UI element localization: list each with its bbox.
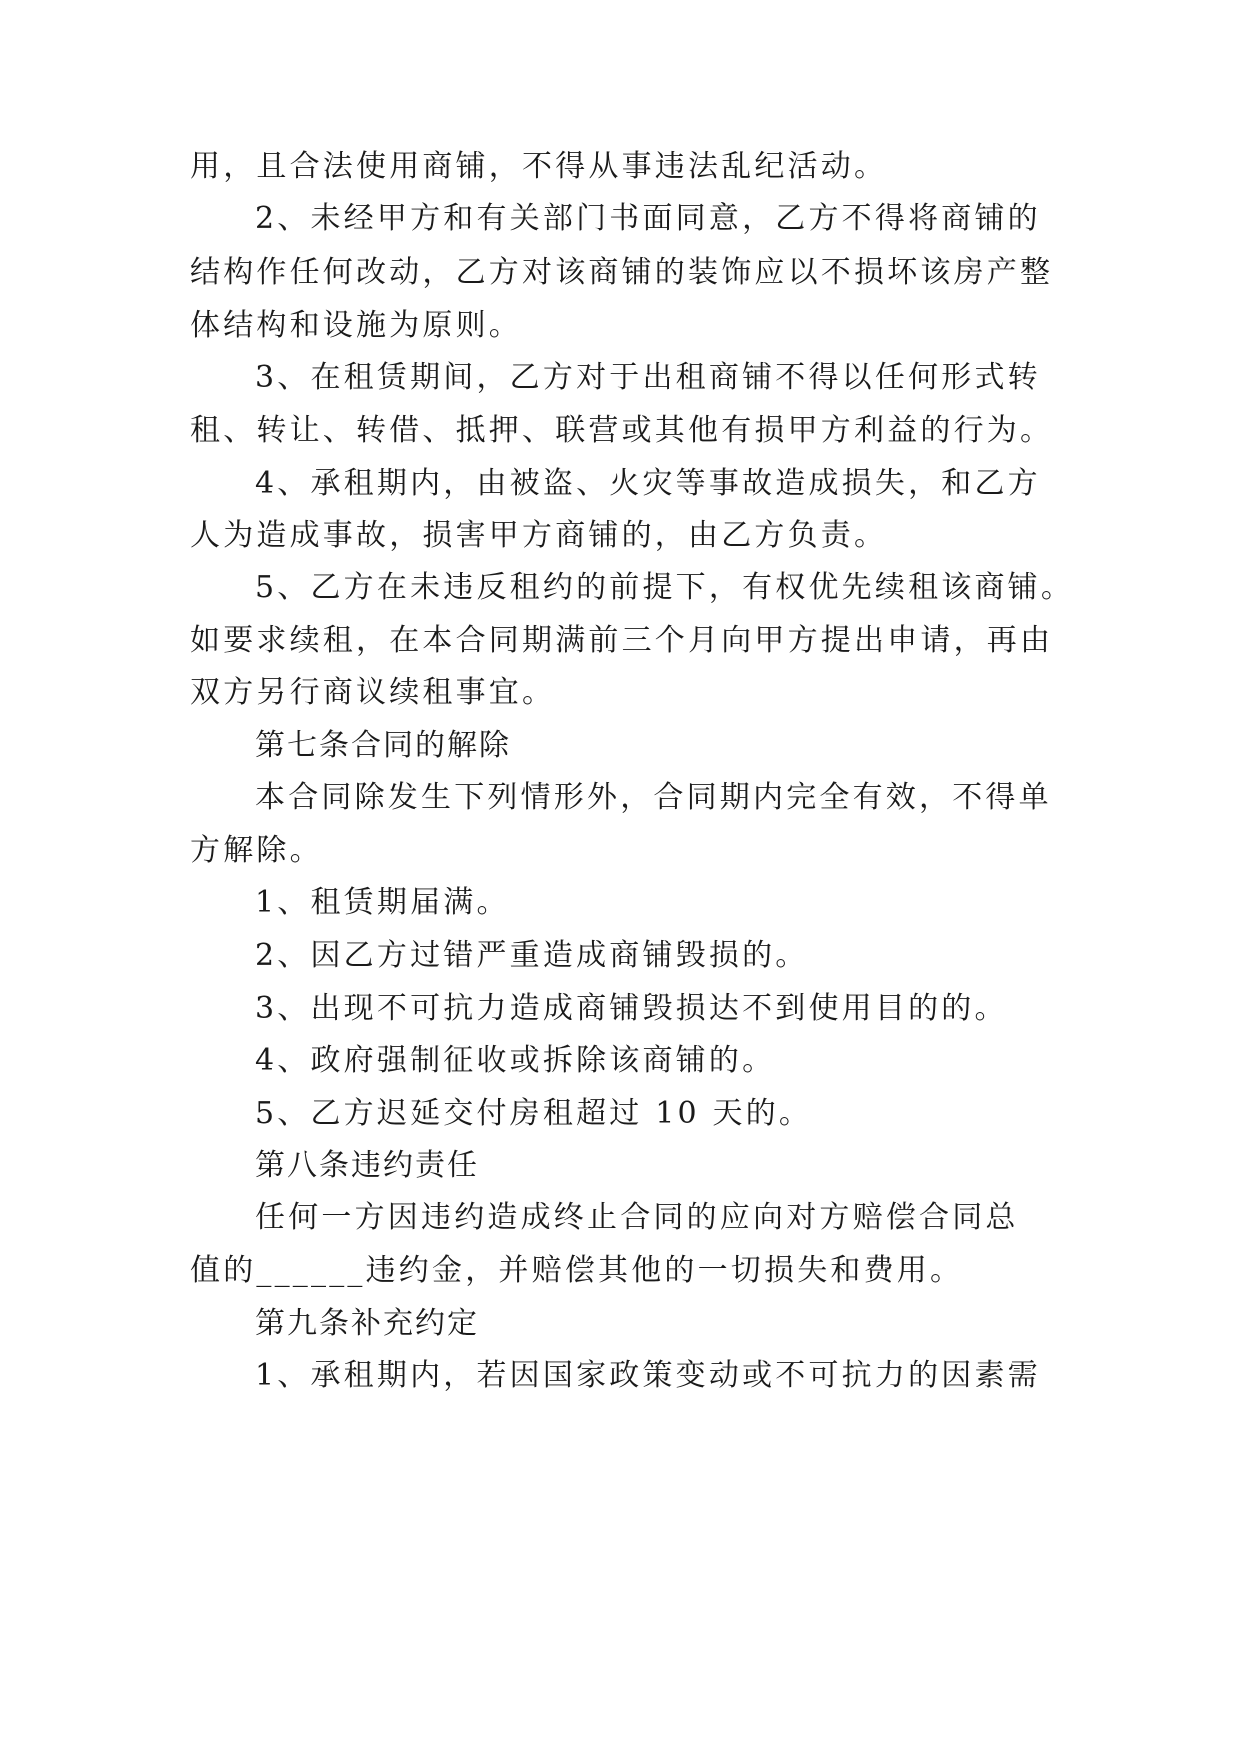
section-heading: 第七条合同的解除 — [255, 728, 511, 763]
text-line: 4、承租期内，由被盗、火灾等事故造成损失，和乙方 — [255, 466, 1041, 501]
text-line: 5、乙方在未违反租约的前提下，有权优先续租该商铺。 — [255, 570, 1075, 605]
text-line: 1、承租期内，若因国家政策变动或不可抗力的因素需 — [255, 1358, 1041, 1393]
text-line: 1、租赁期届满。 — [255, 885, 510, 920]
text-line: 体结构和设施为原则。 — [190, 308, 522, 343]
text-line: 2、因乙方过错严重造成商铺毁损的。 — [255, 938, 809, 973]
text-line: 人为造成事故，损害甲方商铺的，由乙方负责。 — [190, 518, 888, 553]
text-line: 方解除。 — [190, 833, 323, 868]
text-line: 值的______违约金，并赔偿其他的一切损失和费用。 — [190, 1253, 964, 1288]
text-line: 用，且合法使用商铺，不得从事违法乱纪活动。 — [190, 149, 888, 184]
text-line: 租、转让、转借、抵押、联营或其他有损甲方利益的行为。 — [190, 413, 1054, 448]
text-line: 本合同除发生下列情形外，合同期内完全有效，不得单 — [255, 780, 1052, 815]
text-line: 任何一方因违约造成终止合同的应向对方赔偿合同总 — [255, 1200, 1019, 1235]
text-line: 3、在租赁期间，乙方对于出租商铺不得以任何形式转 — [255, 360, 1041, 395]
text-line: 如要求续租，在本合同期满前三个月向甲方提出申请，再由 — [190, 623, 1054, 658]
text-line: 双方另行商议续租事宜。 — [190, 675, 556, 710]
text-line: 2、未经甲方和有关部门书面同意，乙方不得将商铺的 — [255, 201, 1041, 236]
text-line: 结构作任何改动，乙方对该商铺的装饰应以不损坏该房产整 — [190, 255, 1054, 290]
text-line: 3、出现不可抗力造成商铺毁损达不到使用目的的。 — [255, 991, 1008, 1026]
text-line: 4、政府强制征收或拆除该商铺的。 — [255, 1043, 776, 1078]
section-heading: 第九条补充约定 — [255, 1306, 479, 1341]
section-heading: 第八条违约责任 — [255, 1148, 479, 1183]
text-line: 5、乙方迟延交付房租超过 10 天的。 — [255, 1096, 813, 1131]
